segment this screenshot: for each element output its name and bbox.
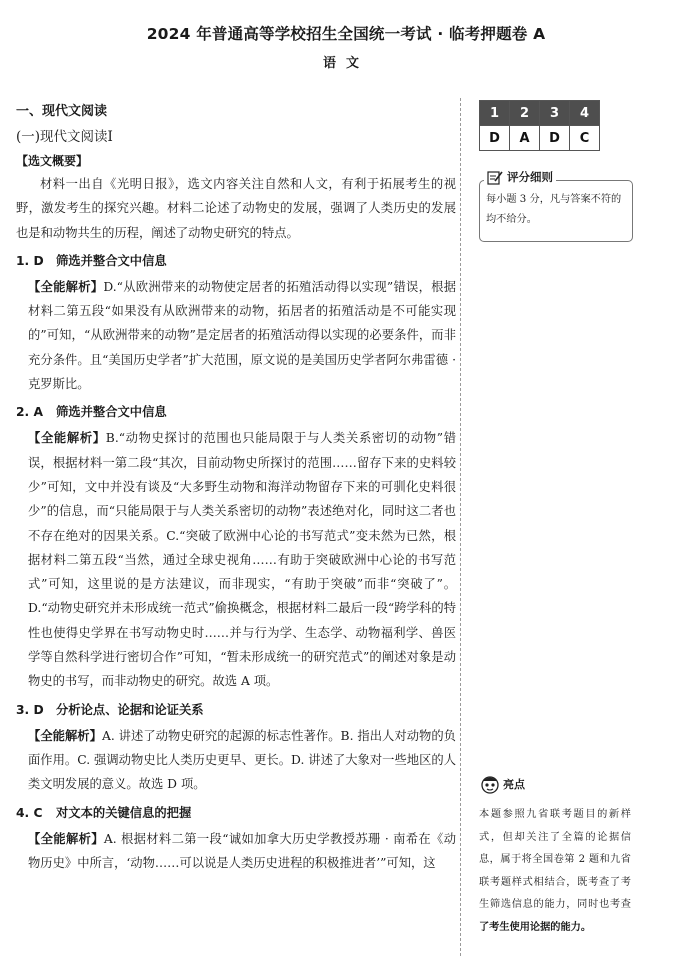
question-4-analysis-text: A. 根据材料二第一段“诚如加拿大历史学教授苏珊 · 南希在《动物历史》中所言，‘动物……可以说是人类历史进程的积极推进者’”可知，这 (28, 831, 456, 870)
answer-number-cell: 1 (480, 101, 510, 126)
question-3-header (16, 697, 456, 724)
highlight-title: 亮点 (503, 778, 525, 791)
highlight-text (479, 804, 631, 940)
main-column (16, 100, 456, 875)
question-3-number: 3. D (16, 702, 44, 717)
scoring-title: 评分细则 (507, 170, 553, 184)
analysis-label: 【全能解析】 (28, 831, 104, 846)
mascot-face-icon (479, 773, 501, 795)
subsection-heading: (一)现代文阅读Ⅰ (16, 129, 113, 145)
question-1-number: 1. D (16, 253, 44, 268)
pencil-note-icon (487, 170, 504, 185)
question-2-number: 2. A (16, 405, 44, 420)
question-4-number: 4. C (16, 805, 43, 820)
answer-value-row (480, 126, 600, 151)
overview-tag: 【选文概要】 (16, 154, 89, 168)
section-heading: 一、现代文阅读 (16, 104, 108, 119)
subject-title: 语文 (322, 56, 369, 71)
answer-value-cell: D (480, 126, 510, 151)
question-3-analysis (16, 724, 456, 797)
analysis-label: 【全能解析】 (28, 728, 102, 743)
overview-text: 材料一出自《光明日报》，选文内容关注自然和人文，有利于拓展考生的视野，激发考生的探究兴趣。材料二论述了动物史的发展，强调了人类历史的发展也是和动物共生的历程，阐述了动物史研究的特点。 (16, 177, 456, 240)
answer-table (479, 100, 600, 151)
question-2-analysis-text: B.“动物史探讨的范围也只能局限于与人类关系密切的动物”错误，根据材料一第二段“其次，目前动物史所探讨的范围……留存下来的史料较少”可知，文中并没有谈及“大多野生动物和海洋动物留存下来的可驯化史料很少”的信息，而“只能局限于与人类关系密切的动物”表述绝对化，同时这二者也不存在绝对的因果关系。C.“突破了欧洲中心论的书写范式”变未然为已然，根据材料二第五段“当然，通过全球史视角……有助于突破欧洲中心论的书写范式”可知，这里说的是方法建议，而非现实，“有助于突破”而非“突破了”。D.“动物史研究并未形成统一范式”偷换概念，根据材料二最后一段“跨学科的特性也使得史学界在书写动物史时……并与行为学、生态学、动物福利学、兽医学等自然科学进行密切合作”可知，“暂未形成统一的研究范式”的阐述对象是动物史的书写，而非动物史的研究。故选 A 项。 (28, 431, 456, 689)
question-2-type: 筛选并整合文中信息 (56, 405, 167, 420)
question-2-analysis (16, 426, 456, 693)
analysis-label: 【全能解析】 (28, 431, 106, 446)
answer-number-cell: 3 (540, 101, 570, 126)
answer-value-cell: D (540, 126, 570, 151)
question-3-type: 分析论点、论据和论证关系 (56, 702, 204, 717)
question-4-type: 对文本的关键信息的把握 (56, 805, 192, 820)
analysis-label: 【全能解析】 (28, 279, 104, 294)
answer-number-cell: 2 (510, 101, 540, 126)
answer-number-row (480, 101, 600, 126)
question-4-analysis (16, 827, 456, 876)
exam-title: 2024 年普通高等学校招生全国统一考试 · 临考押题卷 A (146, 25, 546, 43)
scoring-header (484, 169, 556, 185)
highlight-text-emphasis: 了考生使用论据的能力。 (479, 921, 592, 933)
question-1-header (16, 248, 456, 275)
answer-number-cell: 4 (570, 101, 600, 126)
scoring-text: 每小题 3 分，凡与答案不符的均不给分。 (486, 194, 622, 225)
answer-value-cell: A (510, 126, 540, 151)
highlight-header (479, 773, 525, 795)
question-3-analysis-text: A. 讲述了动物史研究的起源的标志性著作。B. 指出人对动物的负面作用。C. 强调动物史比人类历史更早、更长。D. 讲述了大象对一些地区的人类文明发展的意义。故选 D 项。 (28, 728, 456, 792)
question-1-analysis (16, 275, 456, 396)
answer-value-cell: C (570, 126, 600, 151)
column-divider (460, 98, 461, 956)
question-2-header (16, 399, 456, 426)
question-4-header (16, 800, 456, 827)
question-1-analysis-text: D.“从欧洲带来的动物使定居者的拓殖活动得以实现”错误，根据材料二第五段“如果没有从欧洲带来的动物，拓居者的拓殖活动是不可能实现的”可知，“从欧洲带来的动物”是定居者的拓殖活动得以实现的必要条件，而非充分条件。且“美国历史学者”扩大范围，原文说的是美国历史学者阿尔弗雷德 · 克罗斯比。 (28, 279, 456, 392)
question-1-type: 筛选并整合文中信息 (56, 253, 167, 268)
highlight-text-body: 本题参照九省联考题目的新样式，但却关注了全篇的论据信息，属于将全国卷第 2 题和九省联考题样式相结合，既考查了考生筛选信息的能力，同时也考查 (479, 809, 631, 911)
